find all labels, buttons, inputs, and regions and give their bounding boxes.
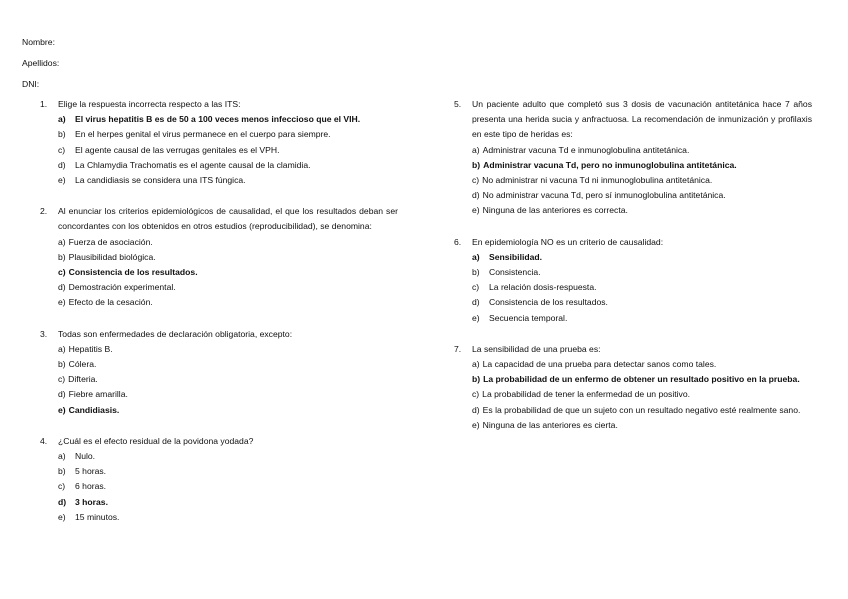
question-number: 7. — [454, 343, 462, 354]
option-letter: e) — [472, 205, 480, 216]
option-letter: a) — [58, 451, 66, 462]
option-letter: b) — [472, 159, 481, 170]
options-list — [40, 235, 398, 311]
option-letter: d) — [58, 159, 66, 170]
apellidos-label: Apellidos: — [22, 58, 60, 68]
option-text: Efecto de la cesación. — [68, 297, 153, 308]
option-b — [472, 265, 812, 280]
option-letter: c) — [472, 282, 480, 293]
options-list — [454, 250, 812, 326]
option-a — [58, 449, 398, 464]
question-header — [40, 204, 398, 234]
option-letter: d) — [58, 389, 66, 400]
option-d — [472, 188, 812, 203]
option-letter: c) — [58, 481, 66, 492]
option-text: El virus hepatitis B es de 50 a 100 veces menos infeccioso que el VIH. — [75, 114, 361, 125]
option-text: La probabilidad de tener la enfermedad de un positivo. — [482, 389, 690, 400]
option-text: 5 horas. — [75, 466, 107, 477]
option-text: 15 minutos. — [75, 511, 120, 522]
option-text: Candidiasis. — [68, 404, 120, 415]
option-letter: e) — [58, 404, 66, 415]
question-header — [40, 327, 398, 342]
option-e — [472, 203, 812, 218]
option-a — [472, 143, 812, 158]
option-b — [58, 464, 398, 479]
option-e — [472, 418, 812, 433]
option-letter: c) — [58, 374, 66, 385]
option-letter: a) — [472, 144, 480, 155]
option-text: Administrar vacuna Td, pero no inmunoglobulina antitetánica. — [483, 159, 737, 170]
option-c — [472, 280, 812, 295]
option-c — [58, 143, 398, 158]
option-d — [58, 280, 398, 295]
option-a — [58, 112, 398, 127]
option-letter: b) — [58, 466, 66, 477]
option-e — [58, 403, 398, 418]
option-letter: c) — [58, 267, 66, 278]
question-header — [454, 342, 812, 357]
option-text: Consistencia de los resultados. — [68, 267, 198, 278]
option-text: 3 horas. — [75, 496, 108, 507]
question-text: En epidemiología NO es un criterio de causalidad: — [472, 236, 664, 247]
option-d — [58, 387, 398, 402]
option-text: Administrar vacuna Td e inmunoglobulina antitetánica. — [482, 144, 690, 155]
option-c — [472, 387, 812, 402]
option-text: En el herpes genital el virus permanece en el cuerpo para siempre. — [75, 129, 331, 140]
option-text: Secuencia temporal. — [489, 312, 568, 323]
option-e — [472, 311, 812, 326]
question-7 — [454, 342, 812, 433]
option-b — [472, 372, 812, 387]
question-number: 3. — [40, 328, 48, 339]
option-d — [472, 295, 812, 310]
option-e — [58, 510, 398, 525]
option-b — [58, 250, 398, 265]
option-text: No administrar vacuna Td, pero sí inmunoglobulina antitetánica. — [482, 190, 726, 201]
option-text: La relación dosis-respuesta. — [489, 282, 597, 293]
question-header — [40, 97, 398, 112]
nombre-label: Nombre: — [22, 37, 55, 47]
option-text: Difteria. — [68, 374, 98, 385]
options-list — [40, 342, 398, 418]
option-c — [58, 479, 398, 494]
option-a — [472, 250, 812, 265]
option-text: No administrar ni vacuna Td ni inmunoglobulina antitetánica. — [482, 175, 713, 186]
option-text: 6 horas. — [75, 481, 107, 492]
options-list — [454, 357, 812, 433]
option-letter: c) — [472, 175, 480, 186]
option-letter: d) — [472, 297, 480, 308]
question-header — [40, 434, 398, 449]
option-letter: e) — [472, 312, 480, 323]
option-letter: a) — [472, 359, 480, 370]
question-text: Un paciente adulto que completó sus 3 dosis de vacunación antitetánica hace 7 años presenta una herida sucia y anfractuosa. La recomendación de inmunización y profilaxis en este tipo de heridas es: — [472, 99, 812, 140]
option-c — [472, 173, 812, 188]
option-letter: e) — [58, 175, 66, 186]
question-text: Elige la respuesta incorrecta respecto a las ITS: — [58, 99, 241, 109]
question-4 — [40, 434, 398, 525]
question-number: 6. — [454, 236, 462, 247]
option-letter: b) — [472, 374, 481, 385]
option-letter: e) — [58, 511, 66, 522]
option-text: La Chlamydia Trachomatis es el agente causal de la clamidia. — [75, 159, 311, 170]
question-2 — [40, 204, 398, 310]
option-letter: a) — [58, 343, 66, 354]
option-letter: e) — [58, 297, 66, 308]
question-number: 2. — [40, 206, 48, 217]
option-b — [58, 357, 398, 372]
question-number: 1. — [40, 99, 48, 109]
option-letter: b) — [58, 251, 66, 262]
options-list — [454, 143, 812, 219]
option-letter: d) — [58, 282, 66, 293]
option-letter: c) — [58, 144, 66, 155]
option-letter: a) — [472, 251, 480, 262]
option-letter: b) — [58, 129, 66, 140]
question-text: La sensibilidad de una prueba es: — [472, 343, 601, 354]
option-b — [58, 127, 398, 142]
option-text: Demostración experimental. — [68, 282, 176, 293]
option-text: Es la probabilidad de que un sujeto con un resultado negativo esté realmente sano. — [482, 404, 801, 415]
question-header — [454, 235, 812, 250]
question-text: ¿Cuál es el efecto residual de la povidona yodada? — [58, 435, 254, 446]
option-text: Ninguna de las anteriores es cierta. — [482, 419, 618, 430]
option-d — [472, 403, 812, 418]
option-letter: a) — [58, 236, 66, 247]
option-letter: a) — [58, 114, 66, 125]
option-text: Hepatitis B. — [68, 343, 113, 354]
option-text: La candidiasis se considera una ITS fúngica. — [75, 175, 246, 186]
right-column — [454, 97, 812, 449]
question-3 — [40, 327, 398, 418]
option-letter: e) — [472, 419, 480, 430]
option-text: Plausibilidad biológica. — [68, 251, 156, 262]
option-text: Nulo. — [75, 451, 96, 462]
option-text: Fiebre amarilla. — [68, 389, 128, 400]
option-letter: b) — [472, 267, 480, 278]
option-text: Ninguna de las anteriores es correcta. — [482, 205, 628, 216]
option-text: Consistencia de los resultados. — [489, 297, 608, 308]
option-text: Sensibilidad. — [489, 251, 543, 262]
option-text: Cólera. — [68, 359, 97, 370]
option-d — [58, 495, 398, 510]
options-list — [40, 112, 398, 188]
option-e — [58, 295, 398, 310]
question-text: Al enunciar los criterios epidemiológicos de causalidad, el que los resultados deban ser concordantes con los obtenidos en otros estudios (reproducibilidad), se denomina: — [58, 206, 398, 232]
option-text: La capacidad de una prueba para detectar sanos como tales. — [482, 359, 717, 370]
question-5 — [454, 97, 812, 219]
option-letter: c) — [472, 389, 480, 400]
question-header — [454, 97, 812, 143]
option-text: El agente causal de las verrugas genitales es el VPH. — [75, 144, 280, 155]
options-list — [40, 449, 398, 525]
option-e — [58, 173, 398, 188]
question-6 — [454, 235, 812, 326]
left-column — [40, 97, 398, 541]
option-letter: b) — [58, 359, 66, 370]
option-letter: d) — [58, 496, 67, 507]
dni-label: DNI: — [22, 79, 40, 89]
option-a — [58, 342, 398, 357]
option-d — [58, 158, 398, 173]
question-1 — [40, 97, 398, 188]
question-number: 5. — [454, 99, 462, 109]
option-a — [472, 357, 812, 372]
option-text: La probabilidad de un enfermo de obtener un resultado positivo en la prueba. — [483, 374, 800, 385]
option-c — [58, 372, 398, 387]
option-text: Consistencia. — [489, 267, 541, 278]
option-a — [58, 235, 398, 250]
question-number: 4. — [40, 435, 48, 446]
option-letter: d) — [472, 190, 480, 201]
option-text: Fuerza de asociación. — [68, 236, 153, 247]
option-letter: d) — [472, 404, 480, 415]
question-text: Todas son enfermedades de declaración obligatoria, excepto: — [58, 328, 293, 339]
option-c — [58, 265, 398, 280]
option-b — [472, 158, 812, 173]
